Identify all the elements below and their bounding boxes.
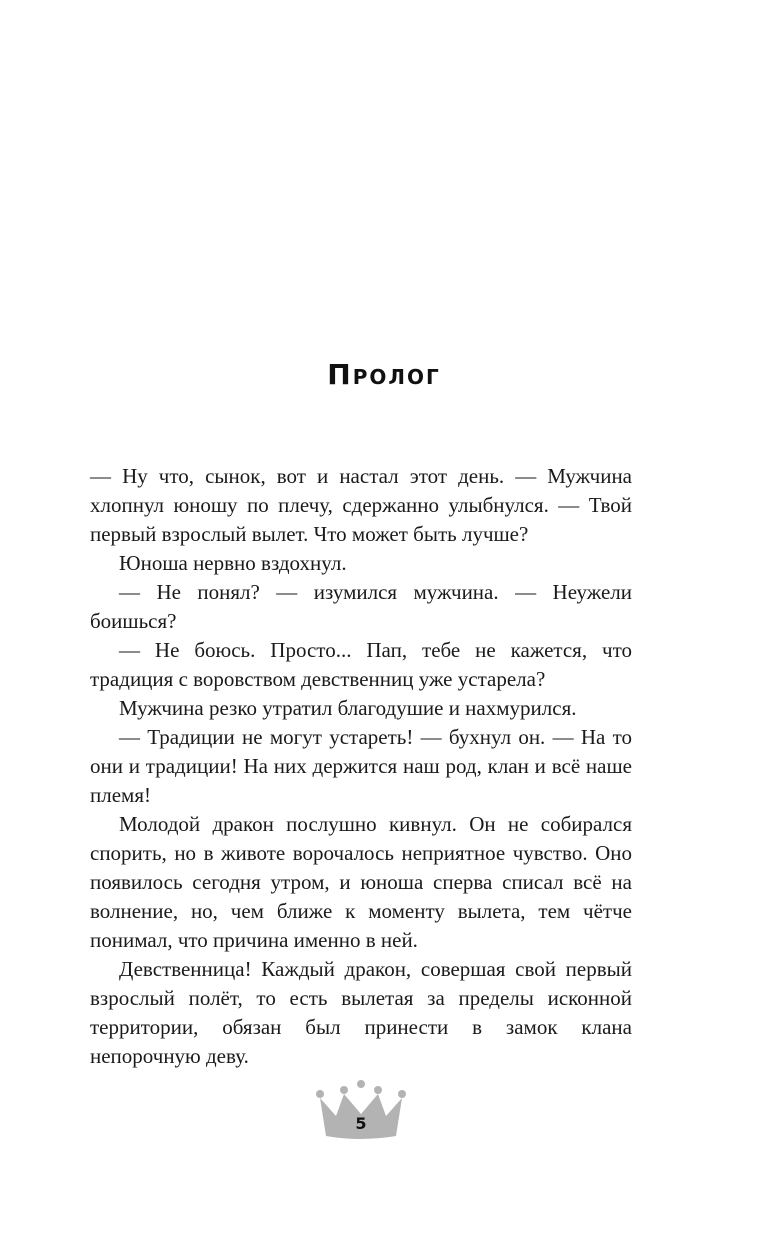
paragraph: Юноша нервно вздохнул. bbox=[119, 551, 347, 575]
paragraph: — Традиции не могут устареть! — бухнул он. — На то они и традиции! На них держится наш род, клан и всё наше племя! bbox=[90, 725, 632, 807]
paragraph: — Не боюсь. Просто... Пап, тебе не кажется, что традиция с воровством девственниц уже устарела? bbox=[90, 638, 632, 691]
paragraph: Мужчина резко утратил благодушие и нахмурился. bbox=[119, 696, 577, 720]
chapter-title: Пролог bbox=[327, 358, 441, 391]
page-number-ornament bbox=[314, 1080, 408, 1142]
paragraph: — Ну что, сынок, вот и настал этот день. — Мужчина хлопнул юношу по плечу, сдержанно улыбнулся. — Твой первый взрослый вылет. Что может быть лучше? bbox=[90, 464, 632, 546]
body-text bbox=[90, 462, 632, 1071]
paragraph: — Не понял? — изумился мужчина. — Неужели боишься? bbox=[90, 580, 632, 633]
page-number: 5 bbox=[355, 1114, 367, 1133]
paragraph: Девственница! Каждый дракон, совершая свой первый взрослый полёт, то есть вылетая за пределы исконной территории, обязан был принести в замок клана непорочную деву. bbox=[90, 957, 632, 1068]
paragraph: Молодой дракон послушно кивнул. Он не собирался спорить, но в животе ворочалось неприятное чувство. Оно появилось сегодня утром, и юноша сперва списал всё на волнение, но, чем ближе к моменту вылета, тем чётче понимал, что причина именно в ней. bbox=[90, 812, 632, 952]
